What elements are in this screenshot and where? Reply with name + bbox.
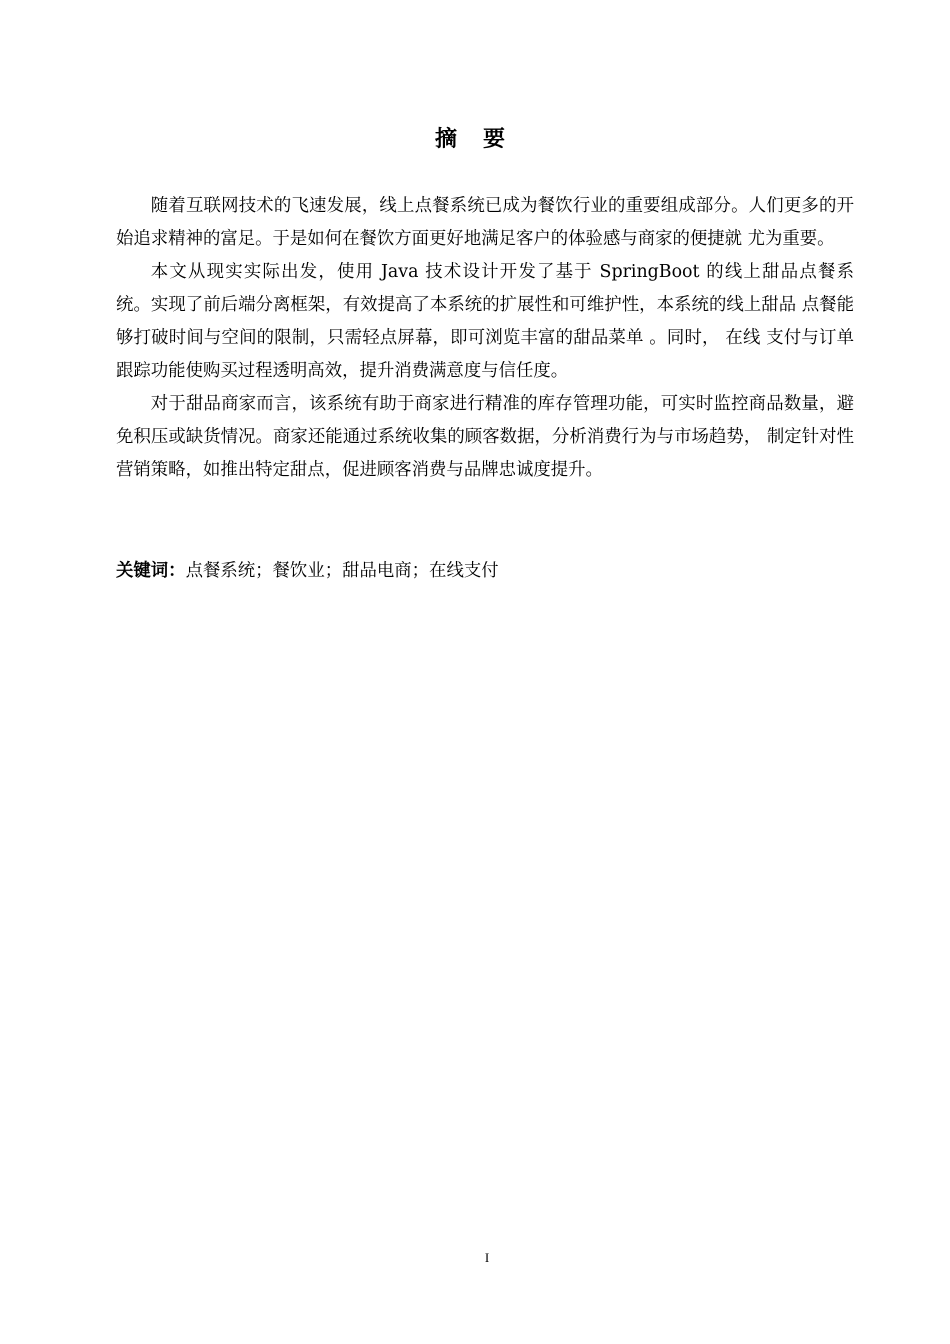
abstract-title: 摘要 [434, 127, 531, 152]
abstract-paragraph-3: 对于甜品商家而言，该系统有助于商家进行精准的库存管理功能，可实时监控商品数量，避免积压或缺货情况。商家还能通过系统收集的顾客数据，分析消费行为与市场趋势， 制定针对性营销策略，如推出特定甜点，促进顾客消费与品牌忠诚度提升。 [116, 394, 854, 480]
keywords-line [116, 555, 854, 588]
abstract-body [116, 190, 854, 487]
page-number: I [484, 1250, 490, 1265]
keywords-value: 点餐系统；餐饮业；甜品电商；在线支付 [185, 561, 499, 581]
keywords-label: 关键词： [116, 561, 186, 581]
abstract-paragraph-2: 本文从现实实际出发，使用 Java 技术设计开发了基于 SpringBoot 的线上甜品点餐系 统。实现了前后端分离框架，有效提高了本系统的扩展性和可维护性，本系统的线上甜品 点餐能够打破时间与空间的限制，只需轻点屏幕，即可浏览丰富的甜品菜单 。同时， 在线 支付与订单跟踪功能使购买过程透明高效，提升消费满意度与信任度。 [116, 262, 854, 381]
abstract-paragraph-1: 随着互联网技术的飞速发展，线上点餐系统已成为餐饮行业的重要组成部分。人们更多的开始追求精神的富足。于是如何在餐饮方面更好地满足客户的体验感与商家的便捷就 尤为重要。 [116, 196, 854, 249]
